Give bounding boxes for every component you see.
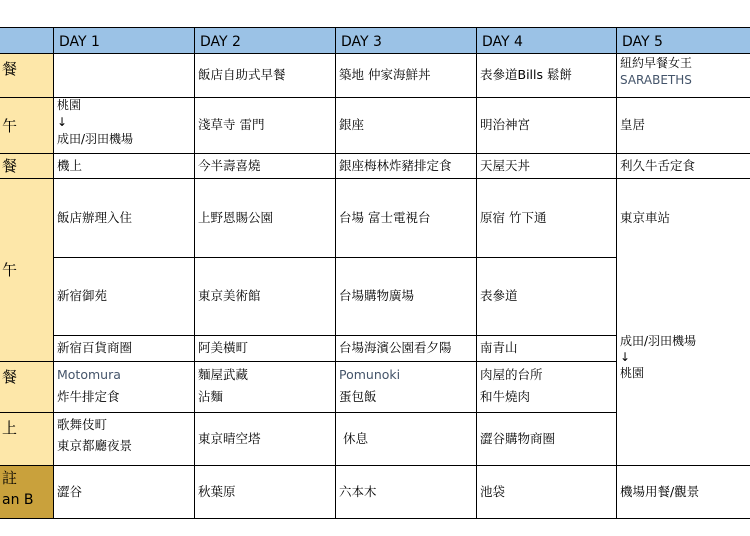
dinner-day4 xyxy=(476,361,616,412)
lunch-day3: 銀座梅林炸豬排定食 xyxy=(339,157,452,173)
planb-day2: 秋葉原 xyxy=(198,483,236,499)
header-day-1: DAY 1 xyxy=(53,27,194,53)
day5-departure-line2: ↓ xyxy=(620,350,631,365)
grid-line xyxy=(476,27,477,519)
evening-day2: 東京晴空塔 xyxy=(198,430,261,446)
dinner-day4-line2: 和牛燒肉 xyxy=(480,388,531,404)
dinner-day3 xyxy=(335,361,476,412)
row-label-dinner: 餐 xyxy=(0,361,53,412)
afternoon1-day4: 原宿 竹下通 xyxy=(480,209,547,225)
afternoon2-day2: 東京美術館 xyxy=(198,288,261,303)
notes-label-line2: an B xyxy=(2,492,34,509)
grid-line xyxy=(0,361,616,362)
evening-day4: 澀谷購物商圈 xyxy=(480,430,556,446)
afternoon2-day3: 台場購物廣場 xyxy=(339,288,415,303)
breakfast-day5-line1: 紐約早餐女王 xyxy=(620,56,693,70)
header-day-4: DAY 4 xyxy=(476,27,616,53)
afternoon3-day3: 台場海濱公園看夕陽 xyxy=(339,340,452,355)
row-label-morning: 午 xyxy=(0,97,53,153)
lunch-day1: 機上 xyxy=(57,157,83,173)
morning-day2: 淺草寺 雷門 xyxy=(198,117,265,132)
breakfast-day5 xyxy=(616,53,750,97)
afternoon1-day3: 台場 富士電視台 xyxy=(339,209,431,225)
breakfast-day5-line2: SARABETHS xyxy=(620,73,692,88)
row-label-breakfast: 餐 xyxy=(0,53,53,97)
grid-line xyxy=(0,518,750,519)
dinner-day1-line2: 炸牛排定食 xyxy=(57,388,120,404)
breakfast-day1 xyxy=(53,53,194,97)
dinner-day2-line1: 麵屋武藏 xyxy=(198,367,249,382)
morning-day3: 銀座 xyxy=(339,117,365,132)
afternoon1-day2: 上野恩賜公園 xyxy=(198,209,274,225)
planb-day4: 池袋 xyxy=(480,483,506,499)
planb-day3: 六本木 xyxy=(339,483,377,499)
afternoon2-day4: 表參道 xyxy=(480,288,518,303)
evening-day1-line2: 東京都廳夜景 xyxy=(57,438,133,454)
planb-day1: 澀谷 xyxy=(57,483,83,499)
dinner-day1-line1: Motomura xyxy=(57,367,121,382)
afternoon2-day1: 新宿御苑 xyxy=(57,288,108,303)
dinner-day3-line2: 蛋包飯 xyxy=(339,388,377,404)
breakfast-day4: 表參道Bills 鬆餅 xyxy=(480,67,572,82)
morning-day1-line3: 成田/羽田機場 xyxy=(57,132,134,147)
morning-day4: 明治神宮 xyxy=(480,117,531,132)
planb-day5: 機場用餐/觀景 xyxy=(620,483,700,499)
grid-line xyxy=(0,178,750,179)
dinner-day4-line1: 肉屋的台所 xyxy=(480,367,543,382)
breakfast-day2: 飯店自助式早餐 xyxy=(198,67,286,82)
day5-departure-line1: 成田/羽田機場 xyxy=(620,334,697,348)
grid-line xyxy=(616,27,617,519)
notes-label-line1: 註 xyxy=(2,469,18,487)
grid-line xyxy=(0,153,750,154)
evening-day1 xyxy=(53,412,194,465)
lunch-day2: 今半壽喜燒 xyxy=(198,157,261,173)
grid-line xyxy=(0,53,750,54)
morning-day5: 皇居 xyxy=(620,117,646,132)
dinner-day1 xyxy=(53,361,194,412)
dinner-day2 xyxy=(194,361,335,412)
header-day-5: DAY 5 xyxy=(616,27,750,53)
grid-line xyxy=(335,27,336,519)
header-corner xyxy=(0,27,53,53)
evening-day3: 休息 xyxy=(343,430,369,446)
header-day-2: DAY 2 xyxy=(194,27,335,53)
evening-day1-line1: 歌舞伎町 xyxy=(57,417,108,432)
dinner-day2-line2: 沾麵 xyxy=(198,388,224,404)
afternoon3-day1: 新宿百貨商圈 xyxy=(57,340,133,355)
afternoon1-day1: 飯店辦理入住 xyxy=(57,209,133,225)
day5-departure-line3: 桃園 xyxy=(620,366,645,381)
row-label-lunch: 餐 xyxy=(0,153,53,178)
grid-line xyxy=(53,27,54,519)
row-label-notes xyxy=(0,465,53,518)
afternoon3-day4: 南青山 xyxy=(480,340,518,355)
day5-departure xyxy=(616,331,750,401)
grid-line xyxy=(0,97,750,98)
row-label-evening: 上 xyxy=(0,412,53,465)
morning-day1-line1: 桃園 xyxy=(57,98,82,112)
dinner-day3-line1: Pomunoki xyxy=(339,367,401,382)
header-day-3: DAY 3 xyxy=(335,27,476,53)
lunch-day5: 利久牛舌定食 xyxy=(620,157,696,173)
afternoon3-day2: 阿美橫町 xyxy=(198,340,249,355)
grid-line xyxy=(0,412,616,413)
grid-line xyxy=(194,27,195,519)
afternoon1-day5: 東京車站 xyxy=(620,209,671,225)
grid-line xyxy=(0,465,750,466)
grid-line xyxy=(0,27,750,28)
morning-day1 xyxy=(53,97,194,153)
row-label-afternoon: 午 xyxy=(0,178,53,361)
lunch-day4: 天屋天丼 xyxy=(480,157,531,173)
breakfast-day3: 築地 仲家海鮮丼 xyxy=(339,67,431,82)
morning-day1-line2: ↓ xyxy=(57,115,68,130)
